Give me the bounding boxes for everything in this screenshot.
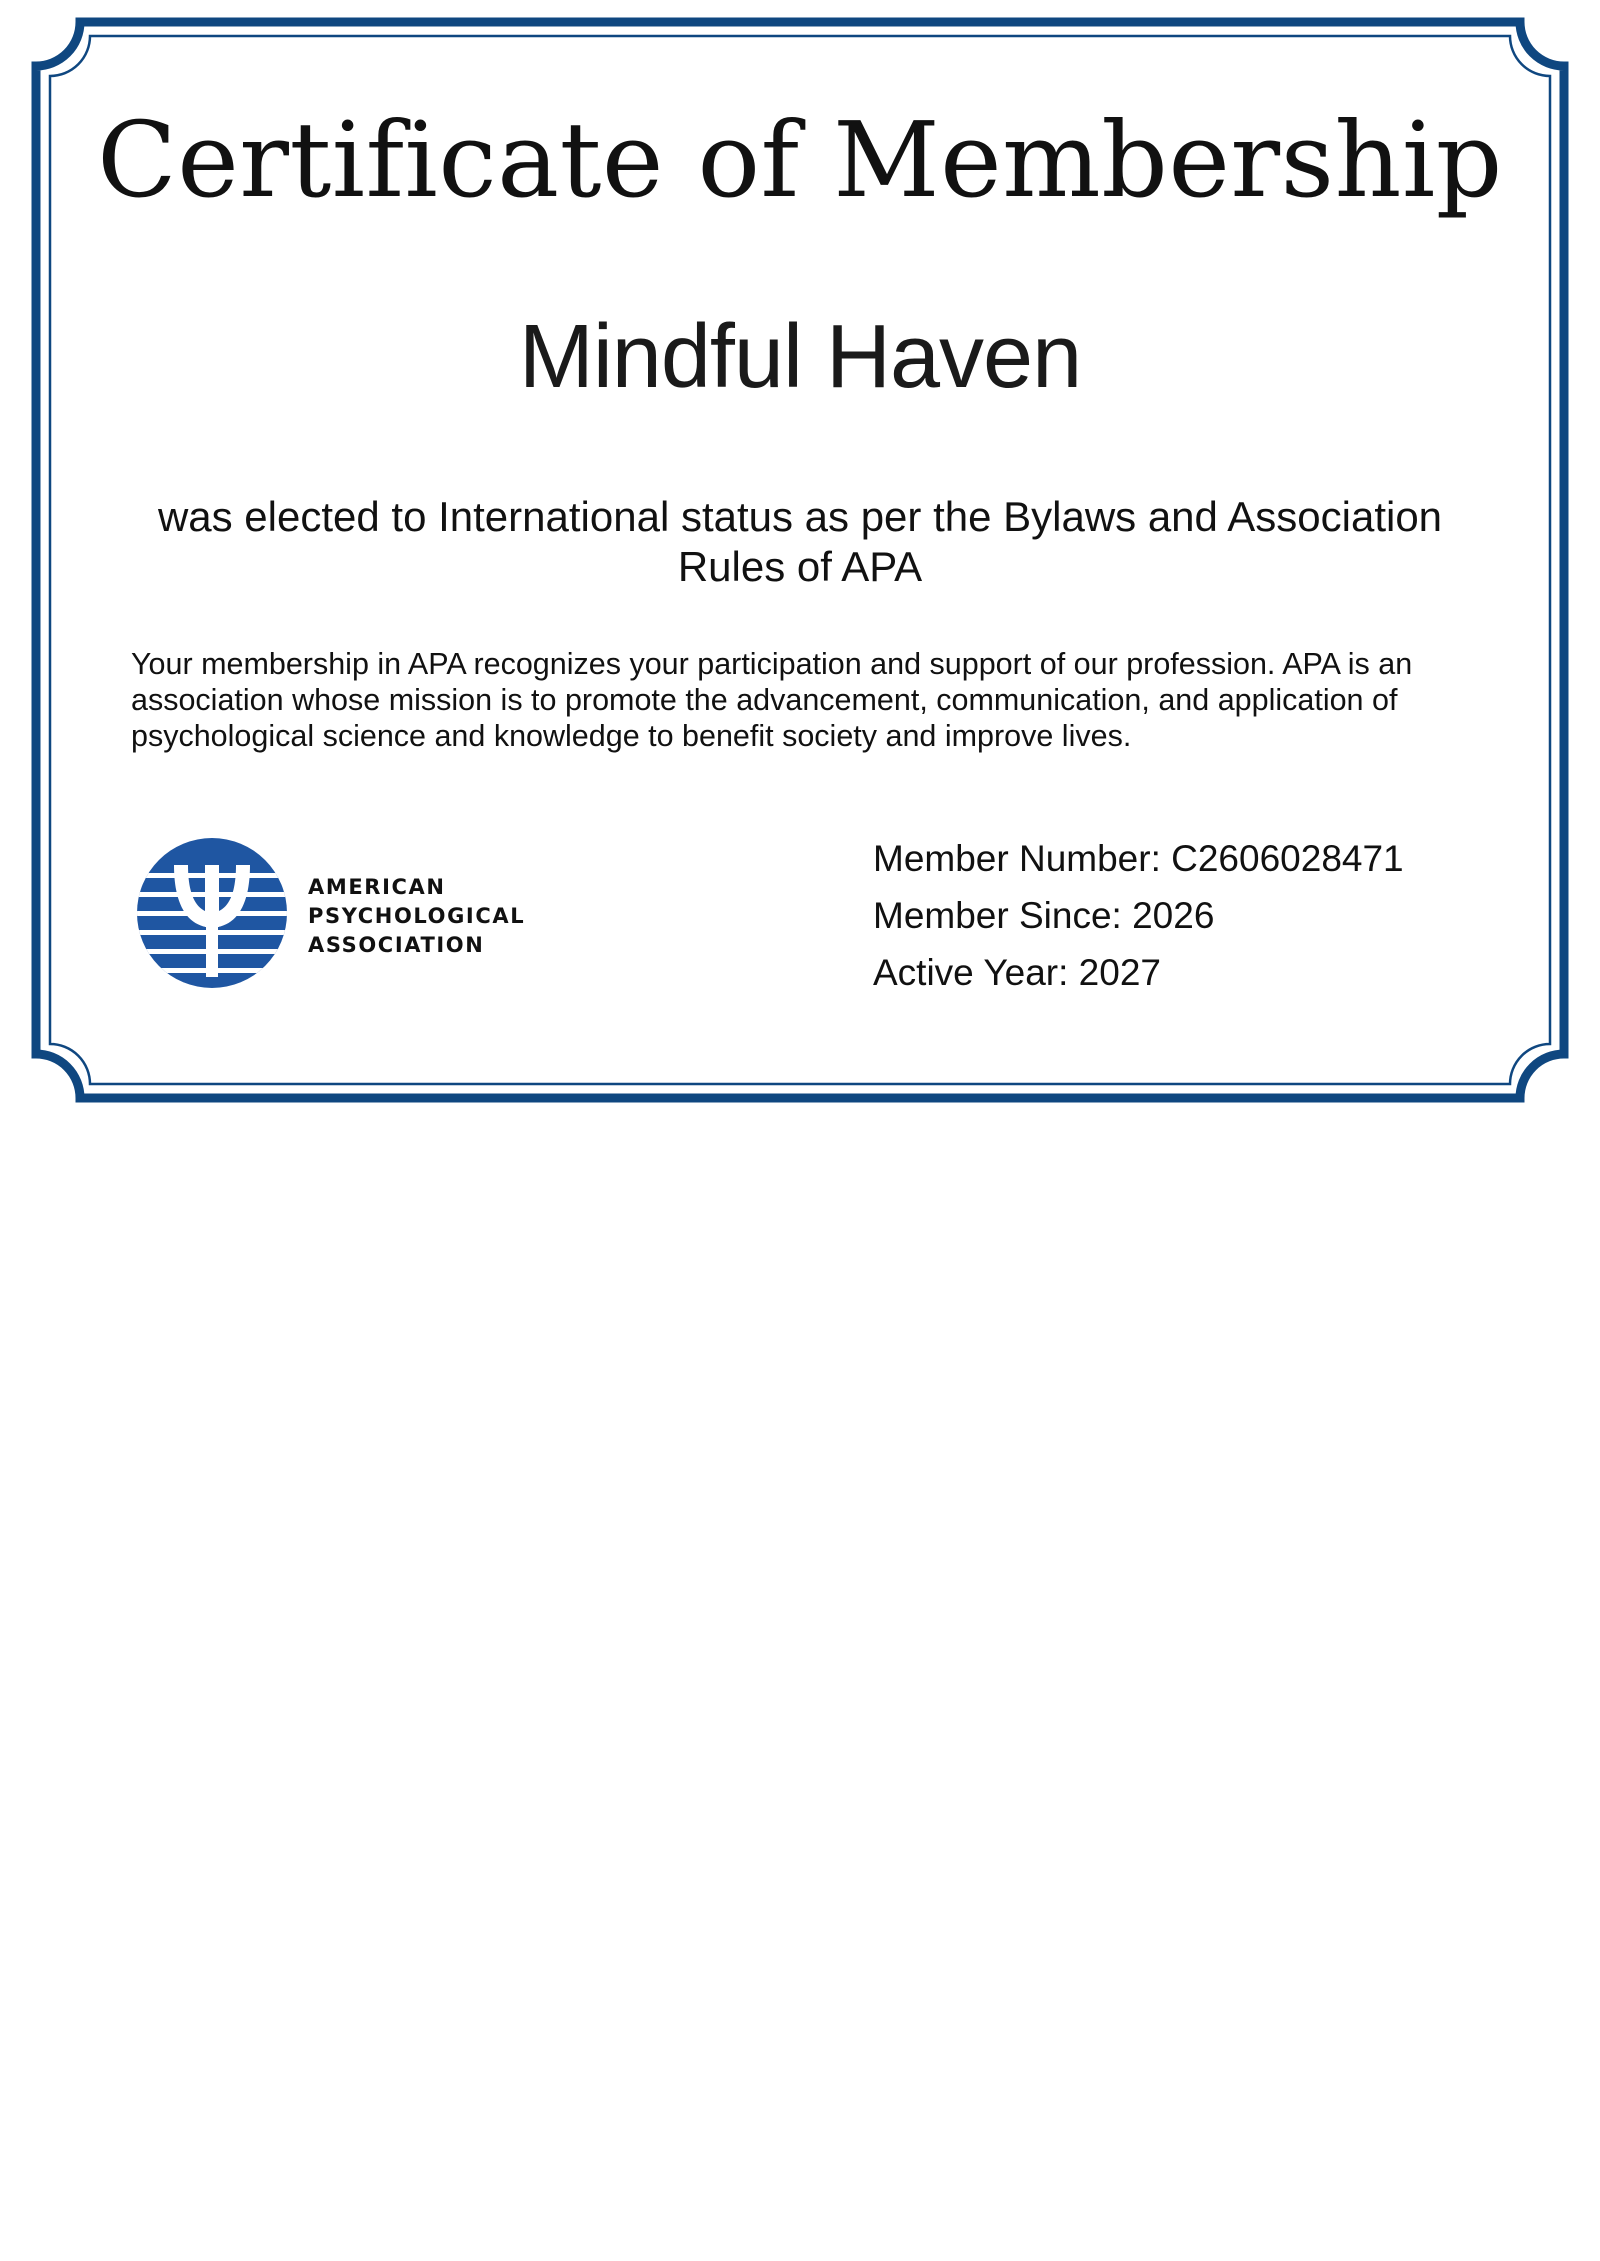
certificate-title: Certificate of Membership <box>97 99 1503 221</box>
logo-text-line3: ASSOCIATION <box>308 933 485 957</box>
member-number: Member Number: C2606028471 <box>873 838 1404 879</box>
member-name: Mindful Haven <box>518 307 1082 407</box>
member-since: Member Since: 2026 <box>873 895 1215 936</box>
membership-details <box>873 830 1513 1001</box>
apa-logo <box>136 837 536 989</box>
membership-description: Your membership in APA recognizes your participation and support of our profession. APA is an association whose mission is to promote the advancement, communication, and application of psychological science and knowledge to benefit society and improve lives. <box>131 647 1413 753</box>
apa-psi-logo-icon <box>136 837 288 989</box>
logo-text-line2: PSYCHOLOGICAL <box>308 904 526 928</box>
active-year: Active Year: 2027 <box>873 952 1161 993</box>
logo-text-line1: AMERICAN <box>308 875 446 899</box>
election-statement: was elected to International status as per the Bylaws and Association Rules of APA <box>157 493 1443 590</box>
